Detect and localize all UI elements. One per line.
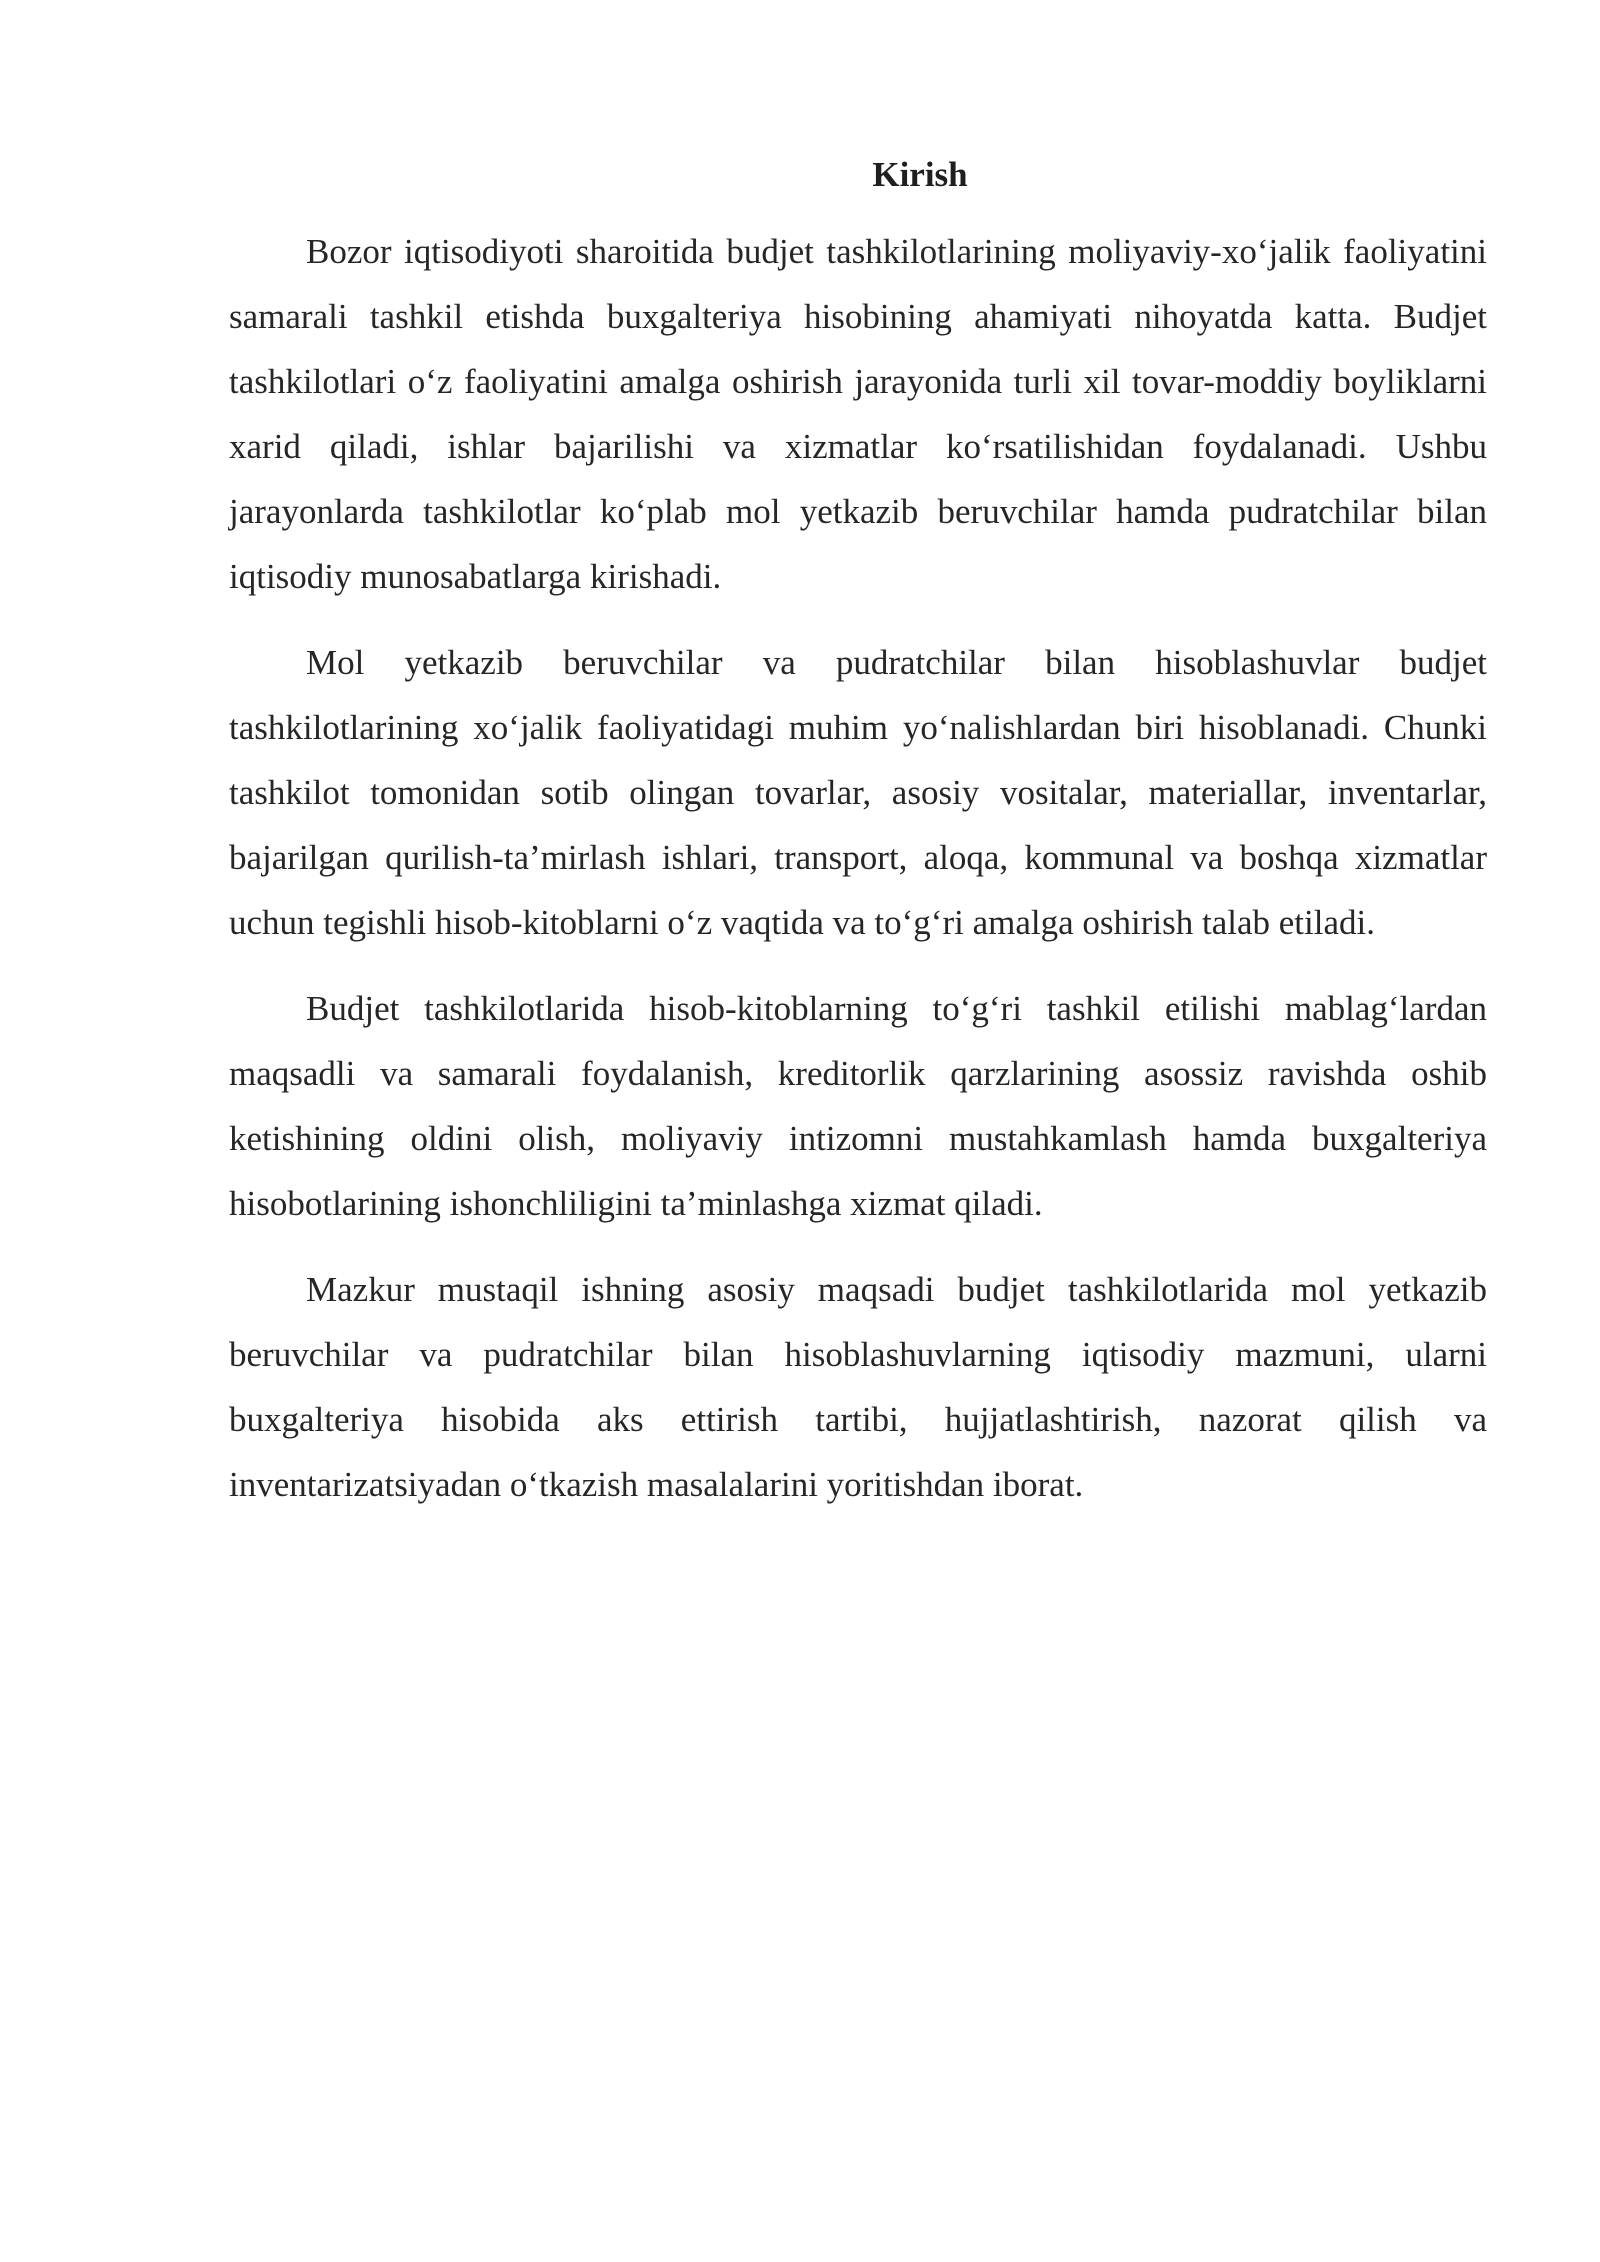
paragraph-1: Bozor iqtisodiyoti sharoitida budjet tashkilotlarining moliyaviy-xo‘jalik faoliyatini samarali tashkil etishda buxgalteriya hisobining ahamiyati nihoyatda katta. Budjet tashkilotlari o‘z faoliyatini amalga oshirish jarayonida turli xil tovar-moddiy boyliklarni xarid qiladi, ishlar bajarilishi va xizmatlar ko‘rsatilishidan foydalanadi. Ushbu jarayonlarda tashkilotlar ko‘plab mol yetkazib beruvchilar hamda pudratchilar bilan iqtisodiy munosabatlarga kirishadi. bbox=[229, 232, 1487, 596]
document-body bbox=[229, 145, 1487, 1538]
paragraph-4: Mazkur mustaqil ishning asosiy maqsadi budjet tashkilotlarida mol yetkazib beruvchilar va pudratchilar bilan hisoblashuvlarning iqtisodiy mazmuni, ularni buxgalteriya hisobida aks ettirish tartibi, hujjatlashtirish, nazorat qilish va inventarizatsiyadan o‘tkazish masalalarini yoritishdan iborat. bbox=[229, 1270, 1487, 1504]
paragraph-3: Budjet tashkilotlarida hisob-kitoblarning to‘g‘ri tashkil etilishi mablag‘lardan maqsadli va samarali foydalanish, kreditorlik qarzlarining asossiz ravishda oshib ketishining oldini olish, moliyaviy intizomni mustahkamlash hamda buxgalteriya hisobotlarining ishonchliligini ta’minlashga xizmat qiladi. bbox=[229, 989, 1487, 1223]
paragraph-2: Mol yetkazib beruvchilar va pudratchilar bilan hisoblashuvlar budjet tashkilotlarining xo‘jalik faoliyatidagi muhim yo‘nalishlardan biri hisoblanadi. Chunki tashkilot tomonidan sotib olingan tovarlar, asosiy vositalar, materiallar, inventarlar, bajarilgan qurilish-ta’mirlash ishlari, transport, aloqa, kommunal va boshqa xizmatlar uchun tegishli hisob-kitoblarni o‘z vaqtida va to‘g‘ri amalga oshirish talab etiladi. bbox=[229, 643, 1487, 942]
document-title: Kirish bbox=[872, 155, 968, 194]
